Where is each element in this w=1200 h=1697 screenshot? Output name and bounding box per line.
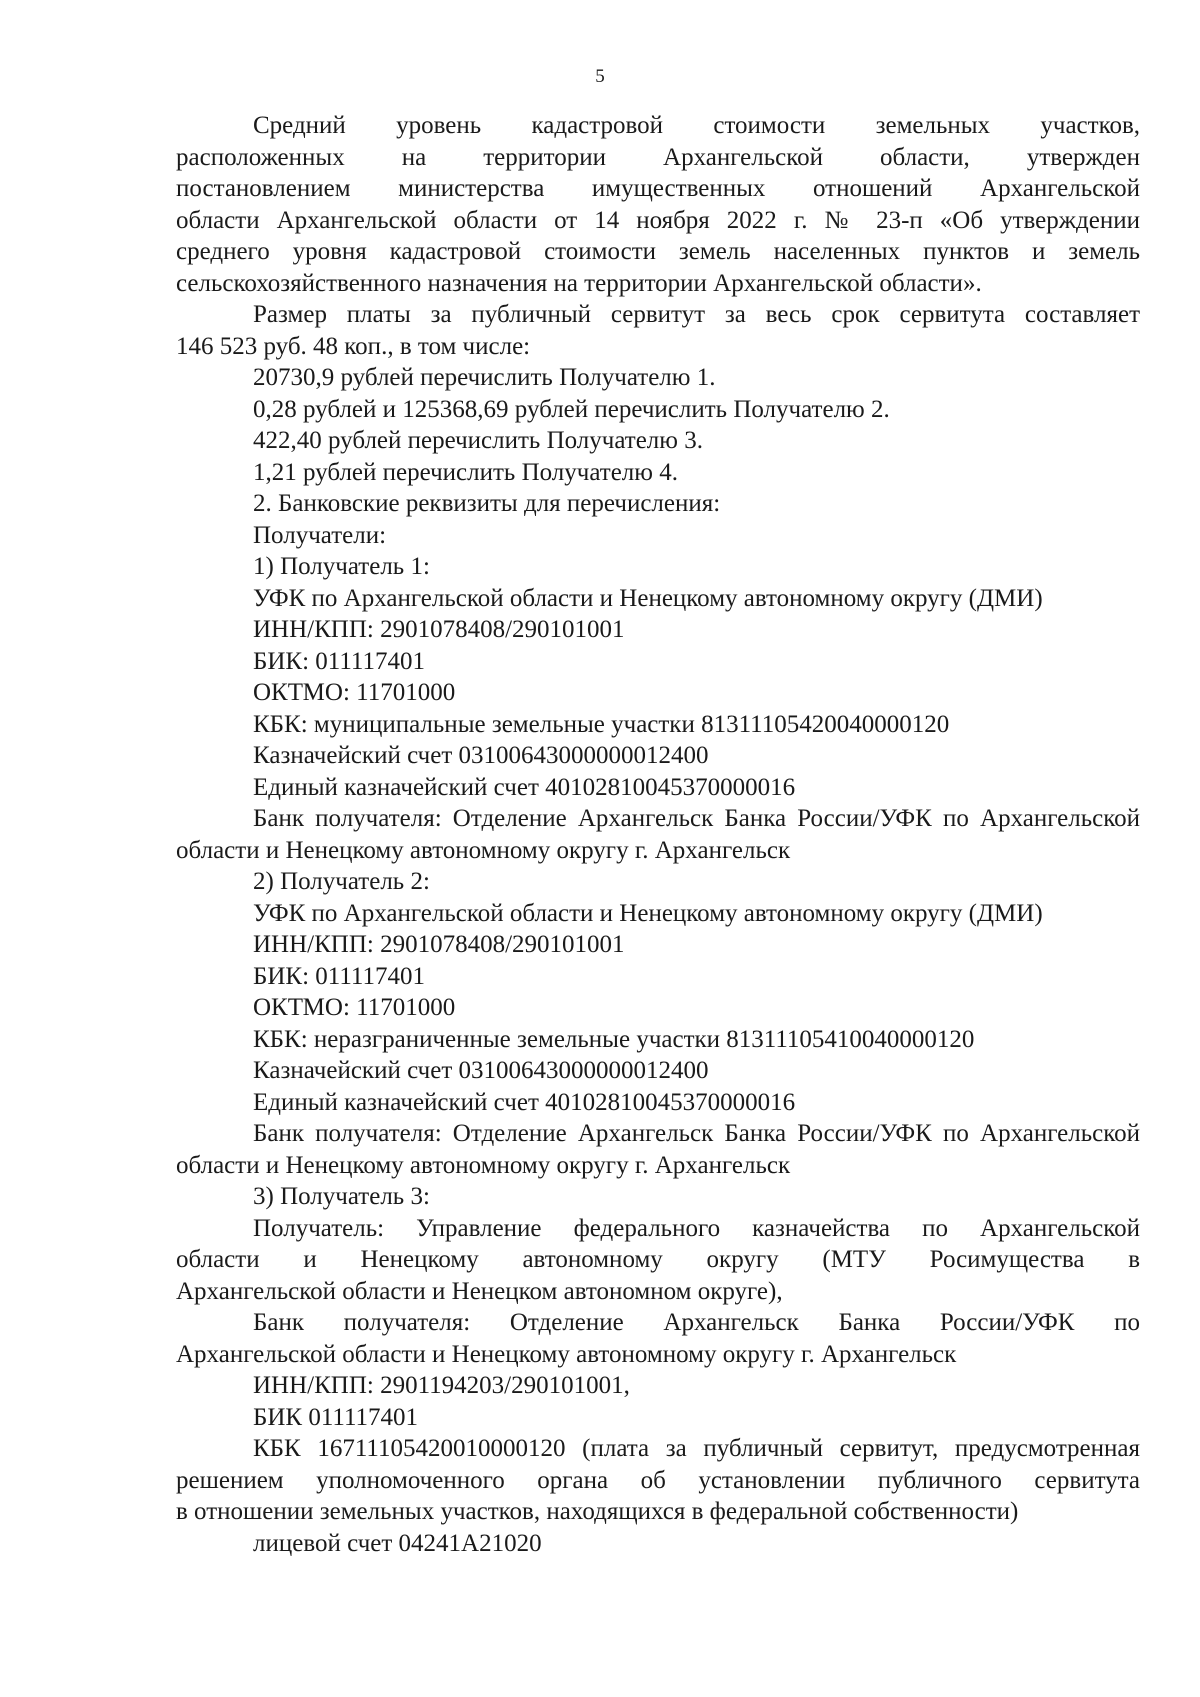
payment-line: 0,28 рублей и 125368,69 рублей перечислить Получателю 2.: [253, 395, 890, 423]
requisite-line: УФК по Архангельской области и Ненецкому автономному округу (ДМИ): [253, 899, 1043, 927]
requisite-line: Казначейский счет 03100643000000012400: [253, 1057, 709, 1084]
requisite-line: Банк получателя: Отделение Архангельск Банка России/УФК по Архангельской: [253, 805, 1140, 832]
requisite-line: области и Ненецкому автономному округу г. Архангельск: [176, 1151, 791, 1179]
requisite-line: БИК: 011117401: [253, 647, 425, 675]
paragraph-line: сельскохозяйственного назначения на территории Архангельской области».: [176, 269, 982, 297]
requisite-line: ОКТМО: 11701000: [253, 994, 456, 1021]
requisite-line: ИНН/КПП: 2901078408/290101001: [253, 931, 625, 958]
requisite-line: области и Ненецкому автономному округу (МТУ Росимущества в: [176, 1246, 1140, 1273]
requisite-line: Банк получателя: Отделение Архангельск Банка России/УФК по Архангельской: [253, 1120, 1140, 1147]
requisite-line: УФК по Архангельской области и Ненецкому автономному округу (ДМИ): [253, 584, 1043, 612]
requisite-line: области и Ненецкому автономному округу г. Архангельск: [176, 836, 791, 864]
section-heading: Получатели:: [253, 521, 387, 549]
paragraph-line: Средний уровень кадастровой стоимости земельных участков,: [253, 112, 1140, 139]
requisite-line: Казначейский счет 03100643000000012400: [253, 742, 709, 769]
requisite-line: решением уполномоченного органа об установлении публичного сервитута: [176, 1466, 1140, 1494]
paragraph-line: постановлением министерства имущественных отношений Архангельской: [176, 175, 1140, 202]
paragraph-line: среднего уровня кадастровой стоимости земель населенных пунктов и земель: [176, 238, 1140, 265]
requisite-line: Банк получателя: Отделение Архангельск Банка России/УФК по: [253, 1309, 1140, 1336]
requisite-line: Получатель: Управление федерального казначейства по Архангельской: [253, 1214, 1140, 1242]
recipient-heading: 2) Получатель 2:: [253, 868, 430, 895]
paragraph-line: Размер платы за публичный сервитут за весь срок сервитута составляет: [253, 301, 1140, 328]
requisite-line: КБК 16711105420010000120 (плата за публичный сервитут, предусмотренная: [253, 1435, 1140, 1462]
requisite-line: БИК: 011117401: [253, 962, 425, 990]
page-number: 5: [595, 66, 605, 87]
paragraph-line: расположенных на территории Архангельской области, утвержден: [176, 143, 1140, 171]
payment-line: 20730,9 рублей перечислить Получателю 1.: [253, 364, 716, 391]
recipient-heading: 1) Получатель 1:: [253, 553, 430, 580]
document-body: [0, 110, 1200, 1559]
recipient-heading: 3) Получатель 3:: [253, 1183, 430, 1210]
payment-line: 1,21 рублей перечислить Получателю 4.: [253, 458, 678, 486]
requisite-line: Единый казначейский счет 40102810045370000016: [253, 773, 796, 801]
requisite-line: ИНН/КПП: 2901194203/290101001,: [253, 1372, 630, 1399]
requisite-line: в отношении земельных участков, находящихся в федеральной собственности): [176, 1498, 1019, 1525]
requisite-line: КБК: неразграниченные земельные участки 81311105410040000120: [253, 1025, 975, 1053]
paragraph-line: области Архангельской области от 14 ноября 2022 г. № 23-п «Об утверждении: [176, 206, 1140, 234]
payment-line: 422,40 рублей перечислить Получателю 3.: [253, 427, 703, 454]
requisite-line: ОКТМО: 11701000: [253, 679, 456, 706]
requisite-line: КБК: муниципальные земельные участки 81311105420040000120: [253, 710, 950, 738]
section-heading: 2. Банковские реквизиты для перечисления:: [253, 490, 721, 517]
requisite-line: ИНН/КПП: 2901078408/290101001: [253, 616, 625, 643]
paragraph-line: 146 523 руб. 48 коп., в том числе:: [176, 332, 531, 360]
requisite-line: Архангельской области и Ненецкому автономному округу г. Архангельск: [176, 1340, 957, 1368]
requisite-line: Архангельской области и Ненецком автономном округе),: [176, 1277, 783, 1305]
requisite-line: БИК 011117401: [253, 1403, 419, 1431]
requisite-line: лицевой счет 04241А21020: [253, 1529, 542, 1557]
requisite-line: Единый казначейский счет 40102810045370000016: [253, 1088, 796, 1116]
